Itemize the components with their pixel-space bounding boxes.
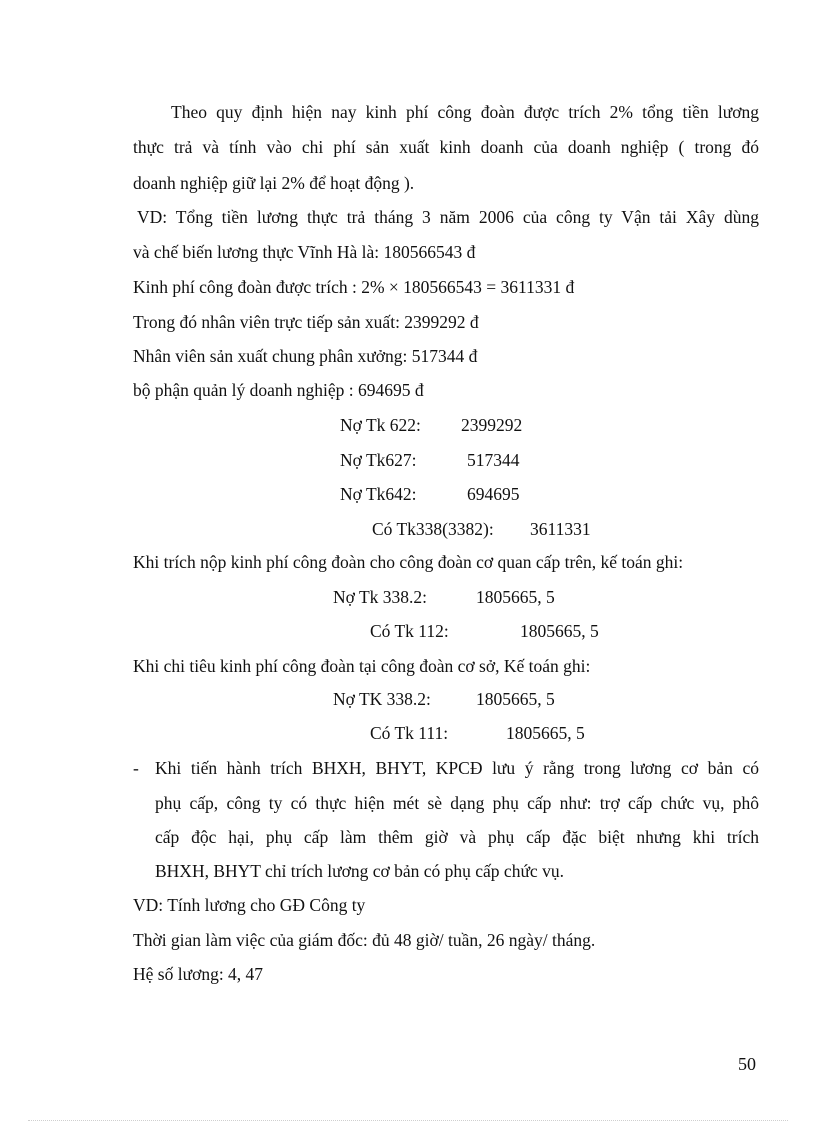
entry-amount: 517344 <box>467 450 520 470</box>
paragraph-line: Theo quy định hiện nay kinh phí công đoàn được trích 2% tổng tiền lương <box>171 102 759 122</box>
entry-account: Có Tk338(3382): <box>372 519 494 539</box>
bullet-line: cấp độc hại, phụ cấp làm thêm giờ và phụ cấp đặc biệt nhưng khi trích <box>155 827 759 847</box>
entry-account: Nợ Tk 338.2: <box>333 587 428 607</box>
entry-account: Nợ TK 338.2: <box>333 689 431 709</box>
breakdown-line: Nhân viên sản xuất chung phân xưởng: 517344 đ <box>133 346 478 366</box>
bullet-dash: - <box>133 758 139 778</box>
paragraph-line: thực trả và tính vào chi phí sản xuất kinh doanh của doanh nghiệp ( trong đó <box>133 137 759 157</box>
entry-amount: 2399292 <box>461 415 523 435</box>
footer-divider <box>28 1120 788 1121</box>
entry-amount: 3611331 <box>530 519 591 539</box>
breakdown-line: Trong đó nhân viên trực tiếp sản xuất: 2399292 đ <box>133 312 479 332</box>
breakdown-line: bộ phận quản lý doanh nghiệp : 694695 đ <box>133 380 424 400</box>
entry-amount: 1805665, 5 <box>506 723 585 743</box>
tail-line: VD: Tính lương cho GĐ Công ty <box>133 895 366 915</box>
entry-amount: 1805665, 5 <box>476 587 555 607</box>
example-line: VD: Tổng tiền lương thực trả tháng 3 năm 2006 của công ty Vận tải Xây dùng <box>137 207 759 227</box>
tail-line: Thời gian làm việc của giám đốc: đủ 48 giờ/ tuần, 26 ngày/ tháng. <box>133 930 596 950</box>
entry-account: Nợ Tk 622: <box>340 415 421 435</box>
bullet-line: BHXH, BHYT chỉ trích lương cơ bản có phụ cấp chức vụ. <box>155 861 564 881</box>
remit-line: Khi trích nộp kinh phí công đoàn cho công đoàn cơ quan cấp trên, kế toán ghi: <box>133 552 684 572</box>
entry-account: Nợ Tk627: <box>340 450 417 470</box>
tail-line: Hệ số lương: 4, 47 <box>133 964 264 984</box>
entry-amount: 694695 <box>467 484 520 504</box>
paragraph-line: doanh nghiệp giữ lại 2% để hoạt động ). <box>133 173 415 193</box>
spend-line: Khi chi tiêu kinh phí công đoàn tại công đoàn cơ sở, Kế toán ghi: <box>133 656 591 676</box>
bullet-line: phụ cấp, công ty có thực hiện mét sè dạng phụ cấp như: trợ cấp chức vụ, phô <box>155 793 759 813</box>
calculation-line: Kinh phí công đoàn được trích : 2% × 180566543 = 3611331 đ <box>133 277 575 297</box>
page-number: 50 <box>738 1054 756 1074</box>
entry-account: Có Tk 112: <box>370 621 449 641</box>
example-line: và chế biến lương thực Vĩnh Hà là: 180566543 đ <box>133 242 476 262</box>
bullet-line: Khi tiến hành trích BHXH, BHYT, KPCĐ lưu ý rằng trong lương cơ bản có <box>155 758 759 778</box>
entry-amount: 1805665, 5 <box>476 689 555 709</box>
entry-account: Có Tk 111: <box>370 723 449 743</box>
entry-account: Nợ Tk642: <box>340 484 417 504</box>
entry-amount: 1805665, 5 <box>520 621 599 641</box>
